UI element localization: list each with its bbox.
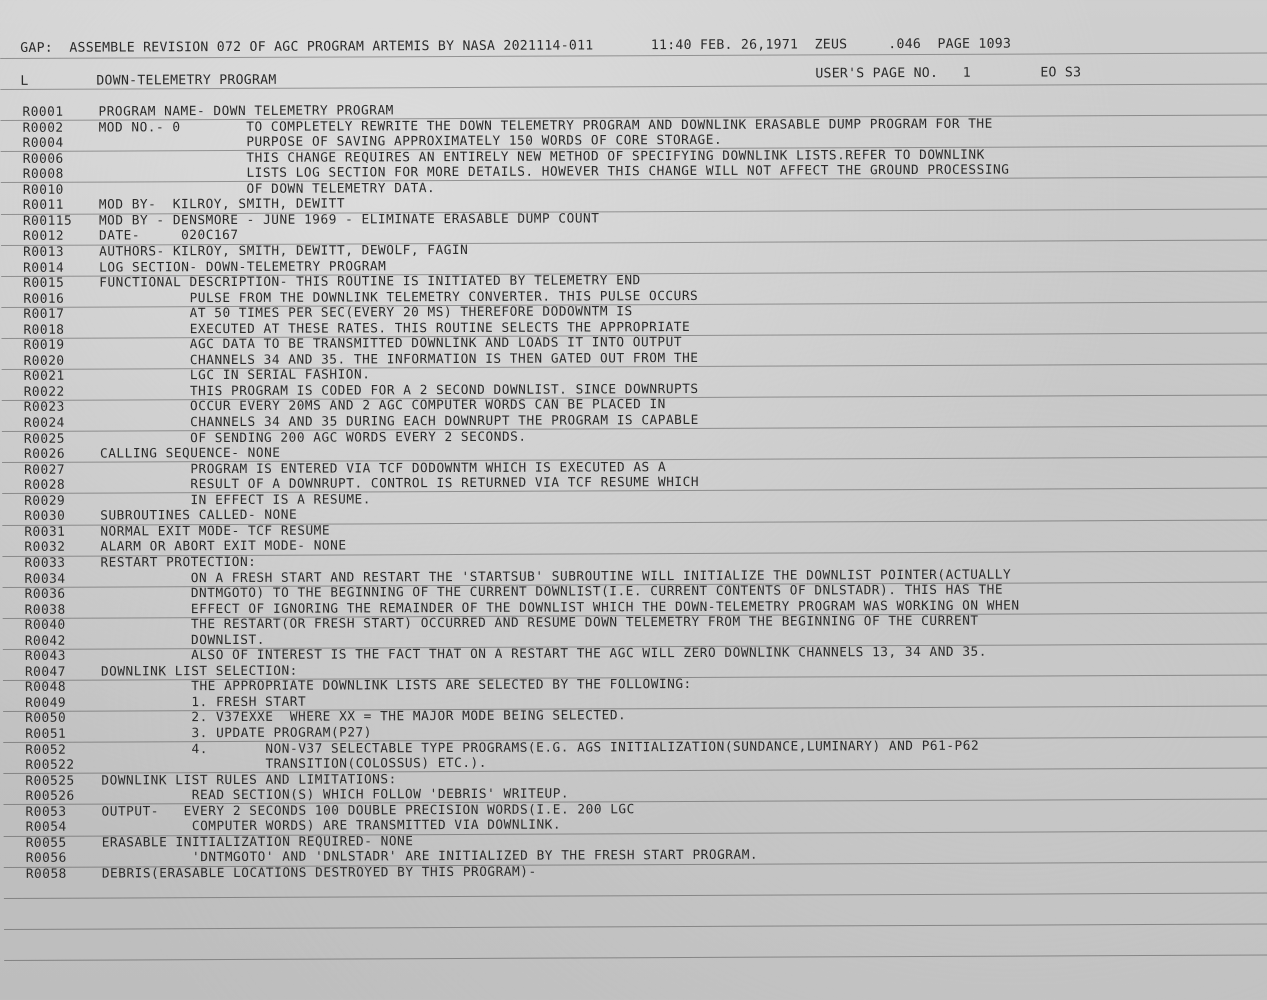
line-number: R0026 [23,446,66,462]
line-text: MOD BY- KILROY, SMITH, DEWITT [98,196,346,213]
line-text: AGC DATA TO BE TRANSMITTED DOWNLINK AND LOADS IT INTO OUTPUT [99,335,683,353]
line-number: R0010 [22,182,64,198]
line-number: R0015 [23,275,65,291]
line-number: R0042 [24,633,66,649]
line-number: R0027 [24,462,66,478]
line-text: SUBROUTINES CALLED- NONE [100,508,298,524]
line-text: PURPOSE OF SAVING APPROXIMATELY 150 WORDS OF CORE STORAGE. [98,132,723,151]
line-number: R00525 [25,773,75,789]
line-number: R0051 [25,726,67,742]
line-number: R0016 [23,291,65,307]
line-number: R0028 [24,477,66,494]
line-number: R0050 [25,711,67,727]
line-number: R0025 [23,431,65,447]
line-number: R0048 [24,680,67,696]
line-number: R0036 [24,586,66,602]
line-text: PULSE FROM THE DOWNLINK TELEMETRY CONVERTER. THIS PULSE OCCURS [99,288,699,307]
line-number: R0030 [24,509,66,525]
line-text: RESULT OF A DOWNRUPT. CONTROL IS RETURNED VIA TCF RESUME WHICH [100,475,700,493]
line-text: DATE- 020C167 [98,228,239,244]
line-text: MOD NO.- 0 TO COMPLETELY REWRITE THE DOWN TELEMETRY PROGRAM AND DOWNLINK ERASABLE DUMP PROGRAM FOR THE [98,116,993,136]
line-text: 1. FRESH START [101,694,307,711]
paper-rule [4,892,1267,899]
line-number: R0047 [24,664,66,680]
line-text: 4. NON-V37 SELECTABLE TYPE PROGRAMS(E.G. AGS INITIALIZATION(SUNDANCE,LUMINARY) AND P61-P62 [101,738,980,758]
line-text: OUTPUT- EVERY 2 SECONDS 100 DOUBLE PRECISION WORDS(I.E. 200 LGC [101,801,635,820]
line-text: AUTHORS- KILROY, SMITH, DEWITT, DEWOLF, FAGIN [99,242,469,260]
line-text: THE APPROPRIATE DOWNLINK LISTS ARE SELECTED BY THE FOLLOWING: [100,677,692,695]
section-letter: L [20,73,29,89]
line-number: R0056 [25,851,67,867]
users-page-number: USER'S PAGE NO. 1 [815,65,971,82]
paper-rule [4,923,1267,930]
line-number: R0040 [24,617,66,634]
line-text: OF DOWN TELEMETRY DATA. [98,180,436,198]
line-text: TRANSITION(COLOSSUS) ETC.). [101,755,487,773]
line-number: R0017 [23,306,65,323]
line-text: DEBRIS(ERASABLE LOCATIONS DESTROYED BY THIS PROGRAM)- [101,864,537,882]
section-title: DOWN-TELEMETRY PROGRAM [96,72,277,89]
line-number: R0052 [25,742,67,758]
line-text: THIS PROGRAM IS CODED FOR A 2 SECOND DOWNLIST. SINCE DOWNRUPTS [99,381,699,400]
line-number: R0032 [24,540,66,556]
line-number: R00522 [25,757,75,773]
line-number: R0054 [25,820,67,836]
line-text: IN EFFECT IS A RESUME. [100,492,371,509]
line-text: DNTMGOTO) TO THE BEGINNING OF THE CURRENT DOWNLIST(I.E. CURRENT CONTENTS OF DNLSTADR). THIS HAS THE [100,582,1004,602]
line-text: ERASABLE INITIALIZATION REQUIRED- NONE [101,834,414,851]
line-text: LISTS LOG SECTION FOR MORE DETAILS. HOWEVER THIS CHANGE WILL NOT AFFECT THE GROUND PROCESSING [98,162,1010,182]
line-text: DOWNLINK LIST RULES AND LIMITATIONS: [101,771,397,789]
line-number: R0049 [25,695,67,711]
line-number: R0043 [24,648,66,665]
line-text: THE RESTART(OR FRESH START) OCCURRED AND RESUME DOWN TELEMETRY FROM THE BEGINNING OF THE CURRENT [100,613,979,633]
line-text: RESTART PROTECTION: [100,554,257,571]
line-number: R00526 [25,788,75,805]
line-number: R0053 [25,804,67,820]
line-text: OCCUR EVERY 20MS AND 2 AGC COMPUTER WORDS CAN BE PLACED IN [99,397,666,416]
line-number: R0013 [23,244,65,260]
line-text: DOWNLIST. [100,632,265,649]
line-text: ALARM OR ABORT EXIT MODE- NONE [100,538,347,555]
line-number: R0024 [23,415,65,431]
line-text: LGC IN SERIAL FASHION. [99,367,371,384]
line-number: R0011 [22,198,64,214]
line-number: R0004 [22,135,64,151]
line-number: R0031 [24,524,66,540]
line-text: PROGRAM NAME- DOWN TELEMETRY PROGRAM [98,103,394,120]
line-number: R0023 [23,400,65,416]
line-text: THIS CHANGE REQUIRES AN ENTIRELY NEW METHOD OF SPECIFYING DOWNLINK LISTS.REFER TO DOWNLINK [98,147,985,167]
line-number: R0001 [22,104,64,120]
line-text: DOWNLINK LIST SELECTION: [100,663,298,680]
line-number: R0022 [23,384,65,400]
paper-rule [4,954,1267,961]
line-number: R00115 [22,213,73,229]
line-text: READ SECTION(S) WHICH FOLLOW 'DEBRIS' WRITEUP. [101,786,570,804]
line-number: R0012 [23,229,65,245]
line-text: CHANNELS 34 AND 35. THE INFORMATION IS THEN GATED OUT FROM THE [99,350,699,369]
line-number: R0018 [23,322,65,338]
line-number: R0029 [24,493,66,509]
line-text: 3. UPDATE PROGRAM(P27) [101,725,372,742]
line-number: R0006 [22,151,64,167]
line-number: R0021 [23,369,65,385]
line-number: R0055 [25,835,67,851]
line-number: R0033 [24,555,66,571]
line-text: NORMAL EXIT MODE- TCF RESUME [100,523,331,540]
line-text: 2. V37EXXE WHERE XX = THE MAJOR MODE BEING SELECTED. [101,708,627,727]
line-number: R0019 [23,337,65,354]
line-text: FUNCTIONAL DESCRIPTION- THIS ROUTINE IS INITIATED BY TELEMETRY END [99,273,641,291]
line-number: R0020 [23,353,65,369]
line-number: R0058 [25,866,67,882]
line-text: LOG SECTION- DOWN-TELEMETRY PROGRAM [99,258,387,276]
line-text: CALLING SEQUENCE- NONE [99,445,281,462]
line-text: 'DNTMGOTO' AND 'DNLSTADR' ARE INITIALIZED BY THE FRESH START PROGRAM. [101,848,759,866]
line-text: PROGRAM IS ENTERED VIA TCF DODOWNTM WHICH IS EXECUTED AS A [100,459,667,478]
line-text: MOD BY - DENSMORE - JUNE 1969 - ELIMINATE ERASABLE DUMP COUNT [98,211,600,229]
line-text: CHANNELS 34 AND 35 DURING EACH DOWNRUPT THE PROGRAM IS CAPABLE [99,412,699,431]
line-number: R0008 [22,166,64,183]
line-text: AT 50 TIMES PER SEC(EVERY 20 MS) THEREFORE DODOWNTM IS [99,304,633,322]
line-text: COMPUTER WORDS) ARE TRANSMITTED VIA DOWNLINK. [101,817,562,835]
line-text: EFFECT OF IGNORING THE REMAINDER OF THE DOWNLIST WHICH THE DOWN-TELEMETRY PROGRAM WAS WORKING ON WHEN [100,598,1020,618]
line-number: R0038 [24,602,66,618]
line-text: ON A FRESH START AND RESTART THE 'STARTSUB' SUBROUTINE WILL INITIALIZE THE DOWNLIST POINTER(ACTUALLY [100,567,1012,587]
line-number: R0002 [22,120,64,136]
line-text: EXECUTED AT THESE RATES. THIS ROUTINE SELECTS THE APPROPRIATE [99,319,691,338]
page-code: EO S3 [1040,65,1082,81]
line-text: OF SENDING 200 AGC WORDS EVERY 2 SECONDS. [99,429,527,447]
line-text: ALSO OF INTEREST IS THE FACT THAT ON A RESTART THE AGC WILL ZERO DOWNLINK CHANNELS 13, 34 AND 35. [100,644,987,664]
line-number: R0034 [24,571,66,587]
line-number: R0014 [23,260,65,276]
header-line: GAP: ASSEMBLE REVISION 072 OF AGC PROGRAM ARTEMIS BY NASA 2021114-011 11:40 FEB. 26,1971 ZEUS .046 PAGE 1093 [20,36,1012,56]
